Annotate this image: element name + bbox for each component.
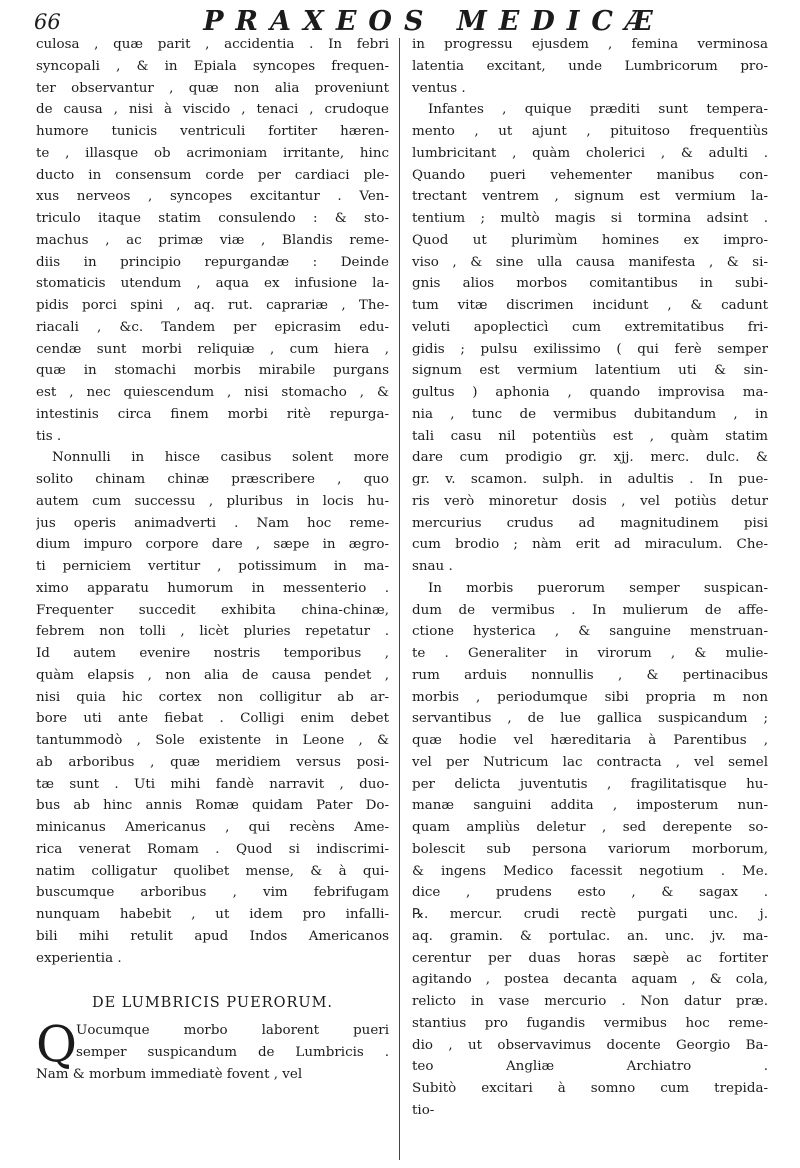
text-line: Frequenter succedit exhibita china-chinæ, — [36, 602, 389, 618]
text-line: bili mihi retulit apud Indos Americanos — [36, 928, 389, 944]
text-line: latentia excitant, unde Lumbricorum pro- — [412, 58, 768, 74]
text-line: dare cum prodigio gr. xjj. merc. dulc. & — [412, 450, 768, 466]
text-line: snau . — [412, 559, 453, 574]
section-paragraph — [36, 1015, 389, 1085]
text-line: semper suspicandum de Lumbricis . — [76, 1045, 389, 1060]
text-line: nia , tunc de vermibus dubitandum , in — [412, 406, 768, 422]
text-line: per delicta juventutis , fragilitatisque hu- — [412, 776, 768, 792]
text-line: mento , ut ajunt , pituitoso frequentiùs — [412, 124, 768, 139]
text-line: ter observantur , quæ non alia proveniunt — [36, 80, 389, 96]
text-line: lumbricitant , quàm cholerici , & adulti . — [412, 145, 768, 161]
paragraph — [412, 99, 768, 578]
paragraph — [412, 578, 768, 1122]
text-line: morbis , periodumque sibi propria m non — [412, 689, 768, 705]
text-line: intestinis circa finem morbi ritè repurga- — [36, 406, 389, 422]
text-line: viso , & sine ulla causa manifesta , & si- — [412, 254, 768, 270]
text-line: dum de vermibus . In mulierum de affe- — [412, 602, 768, 618]
text-line: rica venerat Romam . Quod si indiscrimi- — [36, 841, 389, 857]
text-line: jus operis animadverti . Nam hoc reme- — [36, 515, 389, 531]
text-line: ximo apparatu humorum in messenterio . — [36, 580, 389, 596]
paragraph — [36, 34, 389, 447]
text-line: relicto in vase mercurio . Non datur præ. — [412, 994, 768, 1009]
right-column — [412, 34, 768, 1122]
text-line: ab arboribus , quæ meridiem versus posi- — [36, 754, 389, 770]
text-line: cendæ sunt morbi reliquiæ , cum hiera , — [36, 341, 389, 357]
text-line: syncopali , & in Epiala syncopes frequen- — [36, 58, 389, 74]
text-line: quæ hodie vel hæreditaria à Parentibus , — [412, 733, 768, 748]
text-line: xus nerveos , syncopes excitantur . Ven- — [36, 189, 389, 205]
text-line: machus , ac primæ viæ , Blandis reme- — [36, 232, 389, 248]
running-title: PRAXEOS MEDICÆ — [203, 6, 665, 37]
text-line: Quando pueri vehementer manibus con- — [412, 167, 768, 183]
text-line: autem cum successu , pluribus in locis hu- — [36, 493, 389, 509]
text-line: quàm elapsis , non alia de causa pendet , — [36, 667, 389, 683]
text-line: bore uti ante fiebat . Colligi enim debet — [36, 711, 389, 727]
text-line: Quod ut plurimùm homines ex impro- — [412, 232, 768, 248]
text-line: humore tunicis ventriculi fortiter hæren- — [36, 124, 389, 139]
text-line: Uocumque morbo laborent pueri — [76, 1023, 389, 1039]
text-line: cum brodio ; nàm erit ad miraculum. Che- — [412, 537, 768, 553]
text-line: gultus ) aphonia , quando improvisa ma- — [412, 385, 768, 400]
text-line: gnis alios morbos comitantibus in subi- — [412, 276, 768, 292]
paragraph — [412, 34, 768, 99]
text-line: in progressu ejusdem , femina verminosa — [412, 37, 768, 52]
page-number: 66 — [34, 10, 61, 34]
text-line: gr. v. scamon. sulph. in adultis . In pue- — [412, 472, 768, 487]
text-line: Id autem evenire nostris temporibus , — [36, 646, 389, 661]
text-line: stomaticis utendum , aqua ex infusione la- — [36, 276, 389, 292]
text-line: teo Angliæ Archiatro . — [412, 1059, 768, 1075]
text-line: te , illasque ob acrimoniam irritante, hinc — [36, 145, 389, 161]
text-line: tæ sunt . Uti mihi fandè narravit , duo- — [36, 776, 389, 792]
text-line: dice , prudens esto , & sagax . — [412, 885, 768, 901]
text-line: Subitò excitari à somno cum trepida- — [412, 1081, 768, 1096]
text-line: ℞. mercur. crudi rectè purgati unc. j. — [412, 907, 768, 922]
text-line: culosa , quæ parit , accidentia . In febri — [36, 37, 389, 52]
text-line: experientia . — [36, 950, 122, 966]
text-line: est , nec quiescendum , nisi stomacho , & — [36, 385, 389, 400]
text-line: & ingens Medico facessit negotium . Me. — [412, 863, 768, 879]
text-line: agitando , postea decanta aquam , & cola, — [412, 972, 768, 988]
text-line: dio , ut observavimus docente Georgio Ba- — [412, 1037, 768, 1053]
text-line: diis in principio repurgandæ : Deinde — [36, 254, 389, 270]
text-line: In morbis puerorum semper suspican- — [428, 580, 768, 596]
text-line: bus ab hinc annis Romæ quidam Pater Do- — [36, 798, 389, 814]
text-line: tis . — [36, 428, 62, 444]
text-line: rum arduis nonnullis , & pertinacibus — [412, 667, 768, 683]
text-line: cerentur per duas horas sæpè ac fortiter — [412, 950, 768, 966]
text-line: triculo itaque statim consulendo : & sto- — [36, 211, 389, 226]
text-line: manæ sanguini addita , imposterum nun- — [412, 798, 768, 814]
text-line: solito chinam chinæ præscribere , quo — [36, 472, 389, 487]
text-line: servantibus , de lue gallica suspicandum ; — [412, 711, 768, 727]
text-line: signum est vermium latentium uti & sin- — [412, 363, 768, 379]
text-line: pidis porci spini , aq. rut. caprariæ , The- — [36, 298, 389, 313]
text-line: Nonnulli in hisce casibus solent more — [52, 450, 389, 466]
text-line: buscumque arboribus , vim febrifugam — [36, 885, 389, 901]
text-line: stantius pro fugandis vermibus hoc reme- — [412, 1015, 768, 1031]
text-line: nisi quia hic cortex non colligitur ab ar- — [36, 689, 389, 705]
text-line: ti perniciem vertitur , potissimum in ma- — [36, 559, 389, 574]
section-heading: DE LUMBRICIS PUERORUM. — [91, 995, 334, 1012]
text-line: febrem non tolli , licèt pluries repetatur . — [36, 624, 389, 640]
column-divider — [399, 38, 400, 1160]
text-line: minicanus Americanus , qui recèns Ame- — [36, 820, 389, 835]
text-line: trectant ventrem , signum est vermium la- — [412, 189, 768, 205]
text-line: gidis ; pulsu exilissimo ( qui ferè semper — [412, 341, 768, 357]
page-header — [34, 6, 778, 37]
left-column — [36, 34, 389, 1086]
text-line: quæ in stomachi morbis mirabile purgans — [36, 363, 389, 379]
text-line: ventus . — [412, 80, 466, 96]
text-line: tantummodò , Sole existente in Leone , & — [36, 733, 389, 748]
text-line: vel per Nutricum lac contracta , vel semel — [412, 754, 768, 770]
drop-capital: Q — [36, 1015, 77, 1074]
text-line: bolescit sub persona variorum morborum, — [412, 841, 768, 857]
text-line: ctione hysterica , & sanguine menstruan- — [412, 624, 768, 640]
text-line: tio- — [412, 1102, 435, 1118]
text-line: natim colligatur quolibet mense, & à qui- — [36, 863, 389, 879]
text-line: tali casu nil potentiùs est , quàm statim — [412, 428, 768, 444]
text-line: quam ampliùs deletur , sed derepente so- — [412, 820, 768, 835]
text-line: ducto in consensum corde per cardiaci ple- — [36, 167, 389, 183]
text-line: riacali , &c. Tandem per epicrasim edu- — [36, 319, 389, 335]
text-line: veluti apoplecticì cum extremitatibus fri- — [412, 319, 768, 335]
paragraph — [36, 447, 389, 969]
text-line: tentium ; multò magis si tormina adsint . — [412, 211, 768, 226]
text-line: dium impuro corpore dare , sæpe in ægro- — [36, 537, 389, 553]
text-line: te . Generaliter in virorum , & mulie- — [412, 646, 768, 661]
text-line: ris verò minoretur dosis , vel potiùs detur — [412, 493, 768, 509]
text-line: aq. gramin. & portulac. an. unc. jv. ma- — [412, 928, 768, 944]
text-line: mercurius crudus ad magnitudinem pisi — [412, 515, 768, 531]
text-line: tum vitæ discrimen incidunt , & cadunt — [412, 298, 768, 313]
text-line: Nam & morbum immediatè fovent , vel — [36, 1066, 303, 1082]
text-line: Infantes , quique præditi sunt tempera- — [428, 102, 768, 118]
text-line: de causa , nisi à viscido , tenaci , crudoque — [36, 102, 389, 118]
text-line: nunquam habebit , ut idem pro infalli- — [36, 907, 389, 922]
